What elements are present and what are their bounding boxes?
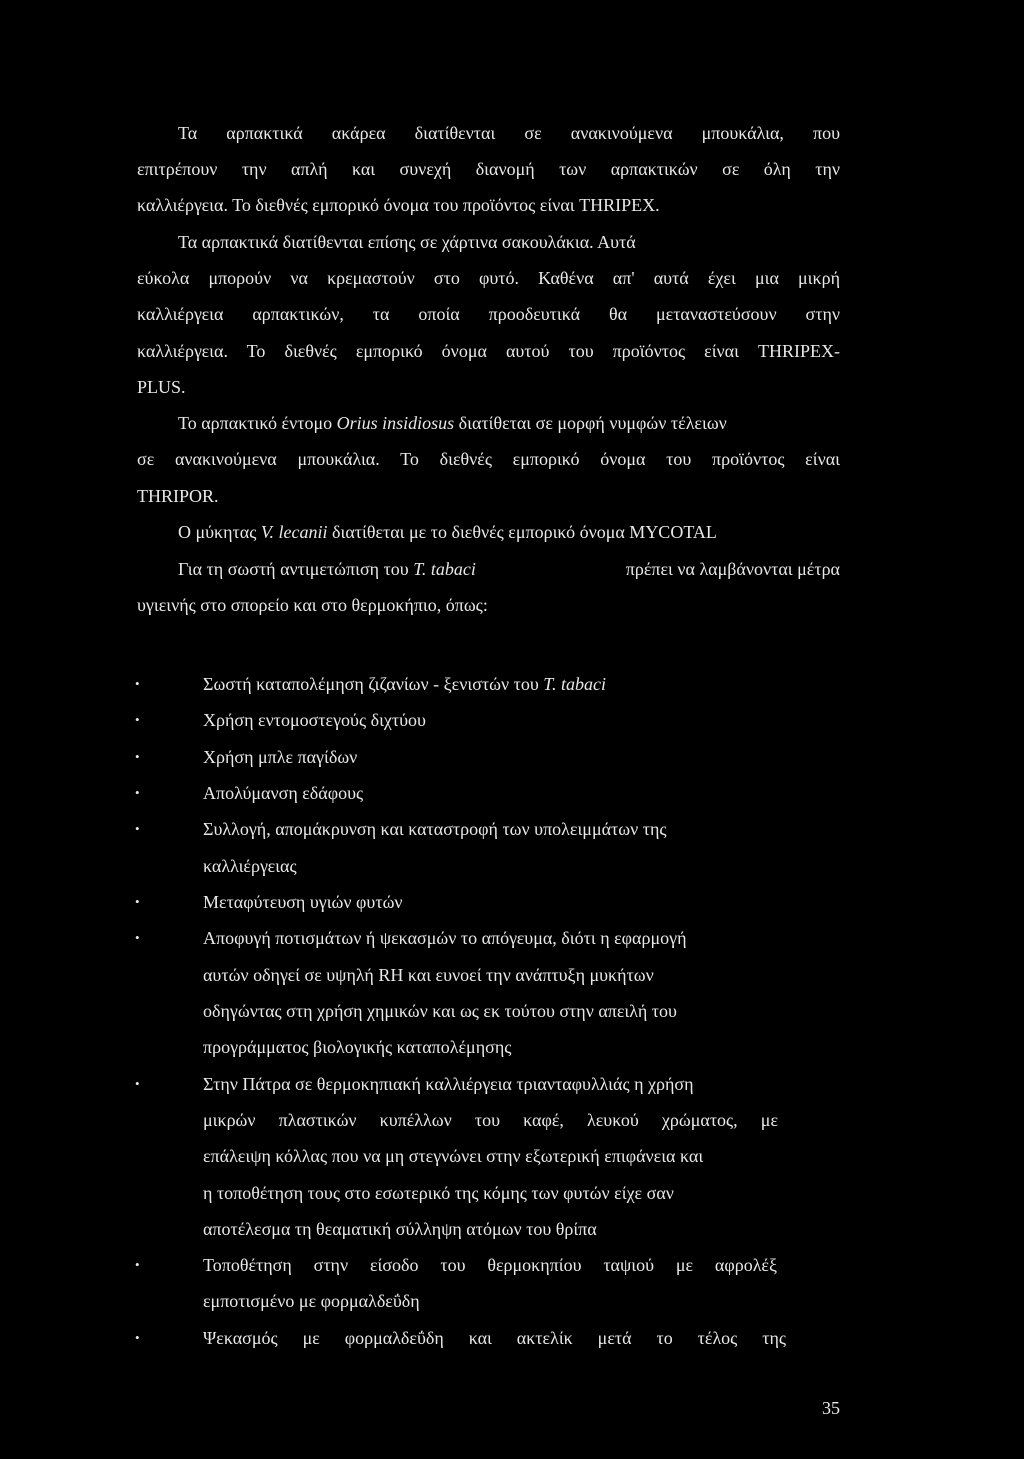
text-line: Τα αρπακτικά διατίθενται επίσης σε χάρτινα σακουλάκια. Αυτά — [178, 232, 636, 252]
text-line: εύκολα μπορούν να κρεμαστούν στο φυτό. Καθένα απ' αυτά έχει μια μικρή — [137, 268, 840, 288]
text-span: Για τη σωστή αντιμετώπιση του — [178, 559, 414, 579]
bullet-marker: • — [135, 676, 140, 691]
list-item: Στην Πάτρα σε θερμοκηπιακή καλλιέργεια τριανταφυλλιάς η χρήση — [203, 1074, 694, 1094]
list-item-continuation: αποτέλεσμα τη θεαματική σύλληψη ατόμων του θρίπα — [203, 1219, 597, 1239]
species-name: T. tabaci — [413, 559, 476, 579]
text-line — [178, 558, 840, 580]
text-line: καλλιέργεια. Το διεθνές εμπορικό όνομα του προϊόντος είναι THRIPEX. — [137, 195, 660, 215]
text-line: υγιεινής στο σπορείο και στο θερμοκήπιο, όπως: — [137, 595, 488, 615]
text-line — [178, 412, 727, 434]
list-item: Χρήση μπλε παγίδων — [203, 747, 358, 767]
text-line: επιτρέπουν την απλή και συνεχή διανομή των αρπακτικών σε όλη την — [137, 159, 840, 179]
text-span — [178, 558, 476, 580]
text-line: Τα αρπακτικά ακάρεα διατίθενται σε ανακινούμενα μπουκάλια, που — [178, 123, 840, 143]
text-line: σε ανακινούμενα μπουκάλια. Το διεθνές εμπορικό όνομα του προϊόντος είναι — [137, 449, 840, 469]
species-name: Orius insidiosus — [336, 413, 455, 433]
list-item-continuation: οδηγώντας στη χρήση χημικών και ως εκ τούτου στην απειλή του — [203, 1001, 677, 1021]
page-number: 35 — [822, 1398, 840, 1418]
list-item-continuation: η τοποθέτηση τους στο εσωτερικό της κόμης των φυτών είχε σαν — [203, 1183, 674, 1203]
bullet-marker: • — [135, 1330, 140, 1345]
list-item-continuation: επάλειψη κόλλας που να μη στεγνώνει στην εξωτερική επιφάνεια και — [203, 1146, 704, 1166]
list-item: Μεταφύτευση υγιών φυτών — [203, 892, 403, 912]
bullet-marker: • — [135, 1076, 140, 1091]
text-line: THRIPOR. — [137, 486, 219, 506]
bullet-marker: • — [135, 1257, 140, 1272]
species-name: T. tabaci — [543, 674, 606, 694]
bullet-marker: • — [135, 930, 140, 945]
bullet-marker: • — [135, 749, 140, 764]
list-item: Απολύμανση εδάφους — [203, 783, 364, 803]
species-name: V. lecanii — [260, 522, 328, 542]
list-item: Αποφυγή ποτισμάτων ή ψεκασμών το απόγευμα, διότι η εφαρμογή — [203, 928, 687, 948]
text-span: Το αρπακτικό έντομο — [178, 413, 337, 433]
text-line: καλλιέργεια. Το διεθνές εμπορικό όνομα αυτού του προϊόντος είναι THRIPEX- — [137, 341, 840, 361]
list-item-continuation: αυτών οδηγεί σε υψηλή RH και ευνοεί την ανάπτυξη μυκήτων — [203, 965, 654, 985]
bullet-marker: • — [135, 712, 140, 727]
list-item-continuation: καλλιέργειας — [203, 856, 297, 876]
list-item: Τοποθέτηση στην είσοδο του θερμοκηπίου ταψιού με αφρολέξ — [203, 1255, 777, 1275]
text-span: Ο μύκητας — [178, 522, 261, 542]
text-span: διατίθεται σε μορφή νυμφών τέλειων — [454, 413, 727, 433]
list-item: Ψεκασμός με φορμαλδεΰδη και ακτελίκ μετά το τέλος της — [203, 1328, 786, 1348]
list-item: Χρήση εντομοστεγούς διχτύου — [203, 710, 426, 730]
list-item-continuation: εμποτισμένο με φορμαλδεΰδη — [203, 1291, 420, 1311]
list-item-continuation: μικρών πλαστικών κυπέλλων του καφέ, λευκού χρώματος, με — [203, 1110, 778, 1130]
bullet-marker: • — [135, 785, 140, 800]
list-item-continuation: προγράμματος βιολογικής καταπολέμησης — [203, 1037, 512, 1057]
text-span: πρέπει να λαμβάνονται μέτρα — [625, 559, 840, 579]
bullet-marker: • — [135, 821, 140, 836]
bullet-marker: • — [135, 894, 140, 909]
text-span: Σωστή καταπολέμηση ζιζανίων - ξενιστών του — [203, 674, 544, 694]
text-line: καλλιέργεια αρπακτικών, τα οποία προοδευτικά θα μεταναστεύσουν στην — [137, 304, 840, 324]
list-item — [203, 673, 606, 695]
text-span: διατίθεται με το διεθνές εμπορικό όνομα MYCOTAL — [327, 522, 717, 542]
list-item: Συλλογή, απομάκρυνση και καταστροφή των υπολειμμάτων της — [203, 819, 667, 839]
text-line — [178, 521, 717, 543]
text-line: PLUS. — [137, 377, 186, 397]
